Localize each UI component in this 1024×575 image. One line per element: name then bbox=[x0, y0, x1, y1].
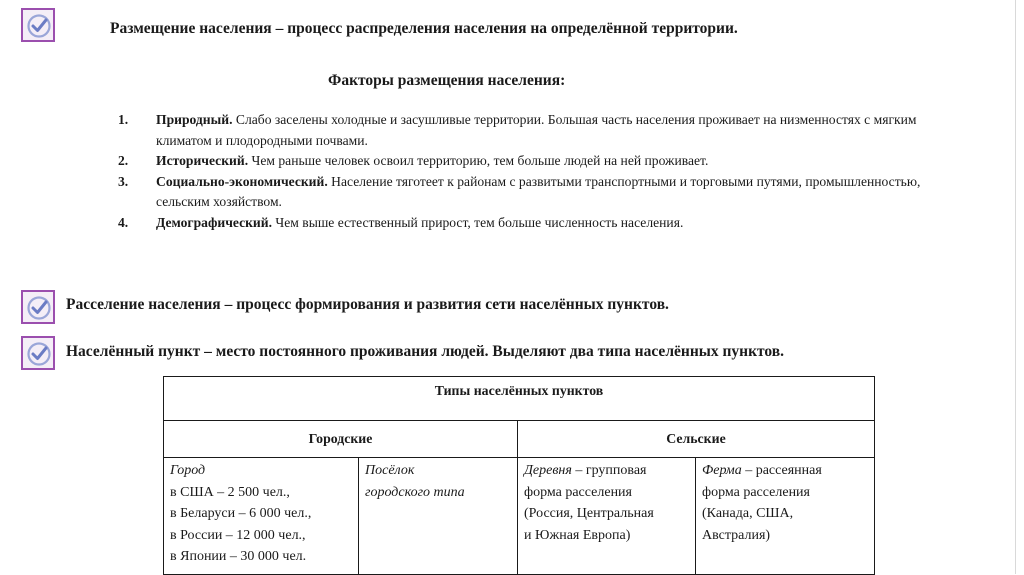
checkmark-bullet-icon bbox=[21, 8, 55, 42]
list-item: 4. Демографический. Чем выше естественный прирост, тем больше численность населения. bbox=[118, 214, 684, 230]
factors-list bbox=[118, 110, 948, 233]
checkmark-bullet-icon bbox=[21, 290, 55, 324]
list-item: 1. Природный. Слабо заселены холодные и засушливые территории. Большая часть населения проживает на низменностях с мягким климатом и плодородными почвами. bbox=[118, 112, 917, 148]
factor-name: Природный. bbox=[156, 112, 233, 127]
checkmark-bullet-icon bbox=[21, 336, 55, 370]
factors-title: Факторы размещения населения: bbox=[328, 72, 566, 89]
factor-text: Слабо заселены холодные и засушливые территории. Большая часть населения проживает на низменностях с мягким климатом и плодородными почвами. bbox=[156, 112, 917, 148]
town-cell: Посёлок городского типа bbox=[359, 458, 518, 575]
settlement-types-table bbox=[163, 376, 875, 575]
heading-placement: Размещение населения – процесс распределения населения на определённой территории. bbox=[110, 20, 738, 37]
factor-text: Чем выше естественный прирост, тем больше численность населения. bbox=[275, 214, 684, 230]
urban-header: Городские bbox=[164, 421, 518, 458]
city-cell: Город в США – 2 500 чел., в Беларуси – 6 000 чел., в России – 12 000 чел., в Японии – 30 000 чел. bbox=[164, 458, 359, 575]
settlement-definition: Расселение населения – процесс формирования и развития сети населённых пунктов. bbox=[66, 296, 669, 313]
factor-name: Исторический. bbox=[156, 153, 249, 168]
village-cell: Деревня – групповая форма расселения (Россия, Центральная и Южная Европа) bbox=[518, 458, 696, 575]
table-title: Типы населённых пунктов bbox=[164, 377, 875, 421]
rural-header: Сельские bbox=[518, 421, 875, 458]
factor-text: Население тяготеет к районам с развитыми транспортными и торговыми путями, промышленностью, сельским хозяйством. bbox=[156, 173, 921, 209]
farm-cell: Ферма – рассеянная форма расселения (Канада, США, Австралия) bbox=[696, 458, 875, 575]
factor-text: Чем раньше человек освоил территорию, тем больше людей на ней проживает. bbox=[251, 153, 709, 168]
factor-name: Социально-экономический. bbox=[156, 173, 328, 189]
locality-definition: Населённый пункт – место постоянного проживания людей. Выделяют два типа населённых пунктов. bbox=[66, 343, 785, 360]
list-item: 3. Социально-экономический. Население тяготеет к районам с развитыми транспортными и торговыми путями, промышленностью, сельским хозяйством. bbox=[118, 173, 921, 209]
factor-name: Демографический. bbox=[156, 214, 272, 230]
right-border-line bbox=[1015, 0, 1016, 574]
list-item: 2. Исторический. Чем раньше человек освоил территорию, тем больше людей на ней проживает. bbox=[118, 153, 709, 168]
